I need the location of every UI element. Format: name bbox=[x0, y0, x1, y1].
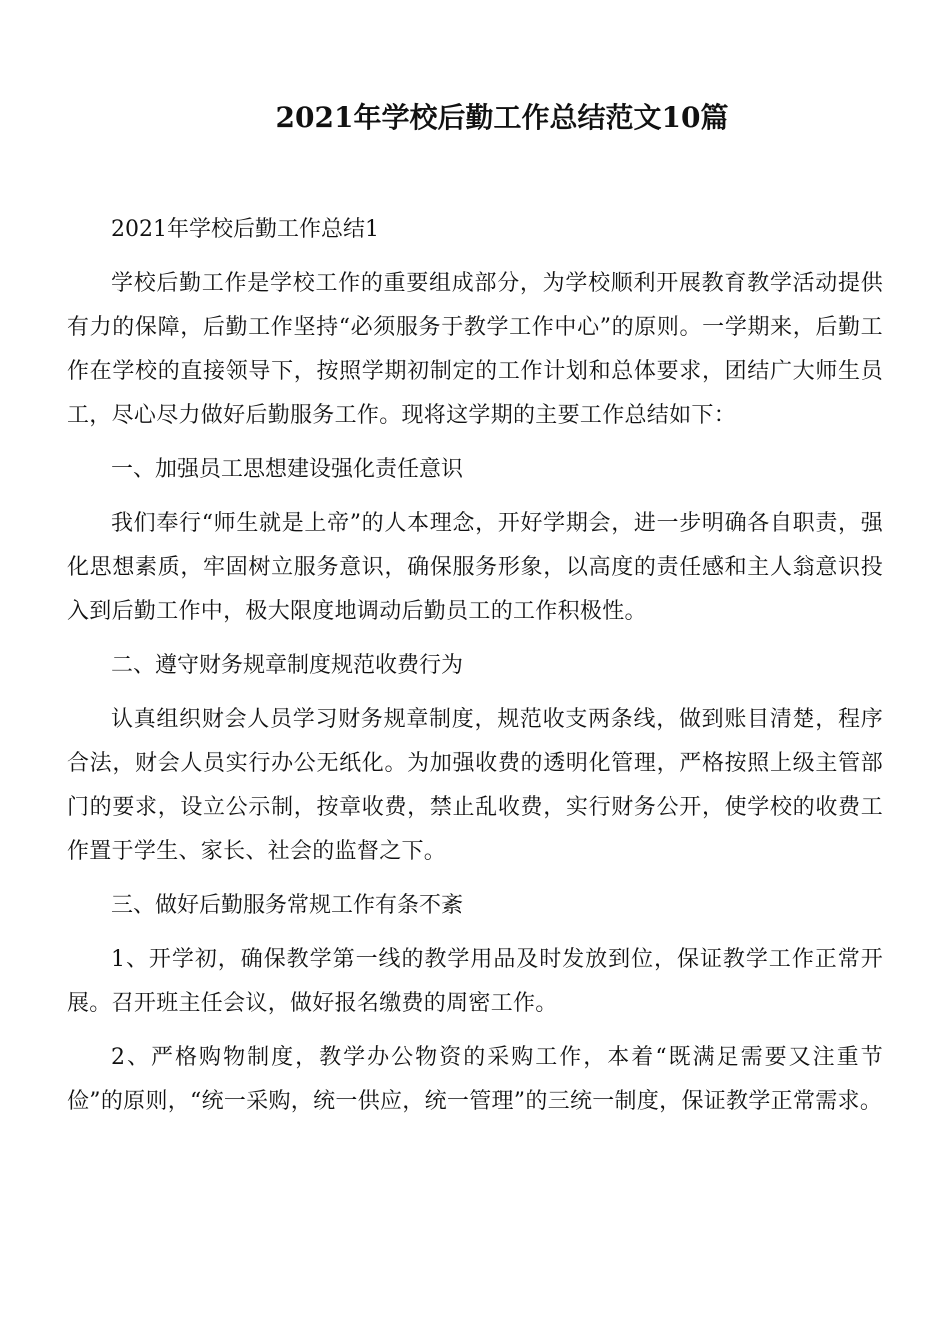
section-2-paragraph: 认真组织财会人员学习财务规章制度，规范收支两条线，做到账目清楚，程序合法，财会人员实行办公无纸化。为加强收费的透明化管理，严格按照上级主管部门的要求，设立公示制，按章收费，禁止乱收费，实行财务公开，使学校的收费工作置于学生、家长、社会的监督之下。 bbox=[67, 707, 883, 864]
section-heading-2: 二、遵守财务规章制度规范收费行为 bbox=[111, 653, 464, 678]
section-1-paragraph: 我们奉行“师生就是上帝”的人本理念，开好学期会，进一步明确各自职责，强化思想素质，牢固树立服务意识，确保服务形象，以高度的责任感和主人翁意识投入到后勤工作中，极大限度地调动后勤员工的工作积极性。 bbox=[67, 511, 883, 624]
section-heading-3: 三、做好后勤服务常规工作有条不紊 bbox=[111, 893, 464, 918]
section-heading-1: 一、加强员工思想建设强化责任意识 bbox=[111, 457, 464, 482]
section-3-item-1: 1、开学初，确保教学第一线的教学用品及时发放到位，保证教学工作正常开展。召开班主任会议，做好报名缴费的周密工作。 bbox=[67, 947, 883, 1016]
document-body bbox=[67, 208, 883, 1124]
section-3-item-2: 2、严格购物制度，教学办公物资的采购工作，本着“既满足需要又注重节俭”的原则，“统一采购，统一供应，统一管理”的三统一制度，保证教学正常需求。 bbox=[67, 1045, 883, 1114]
document-title: 2021年学校后勤工作总结范文10篇 bbox=[275, 101, 729, 134]
intro-paragraph: 学校后勤工作是学校工作的重要组成部分，为学校顺利开展教育教学活动提供有力的保障，后勤工作坚持“必须服务于教学工作中心”的原则。一学期来，后勤工作在学校的直接领导下，按照学期初制定的工作计划和总体要求，团结广大师生员工，尽心尽力做好后勤服务工作。现将这学期的主要工作总结如下： bbox=[67, 271, 883, 428]
section-subtitle: 2021年学校后勤工作总结1 bbox=[111, 217, 379, 242]
